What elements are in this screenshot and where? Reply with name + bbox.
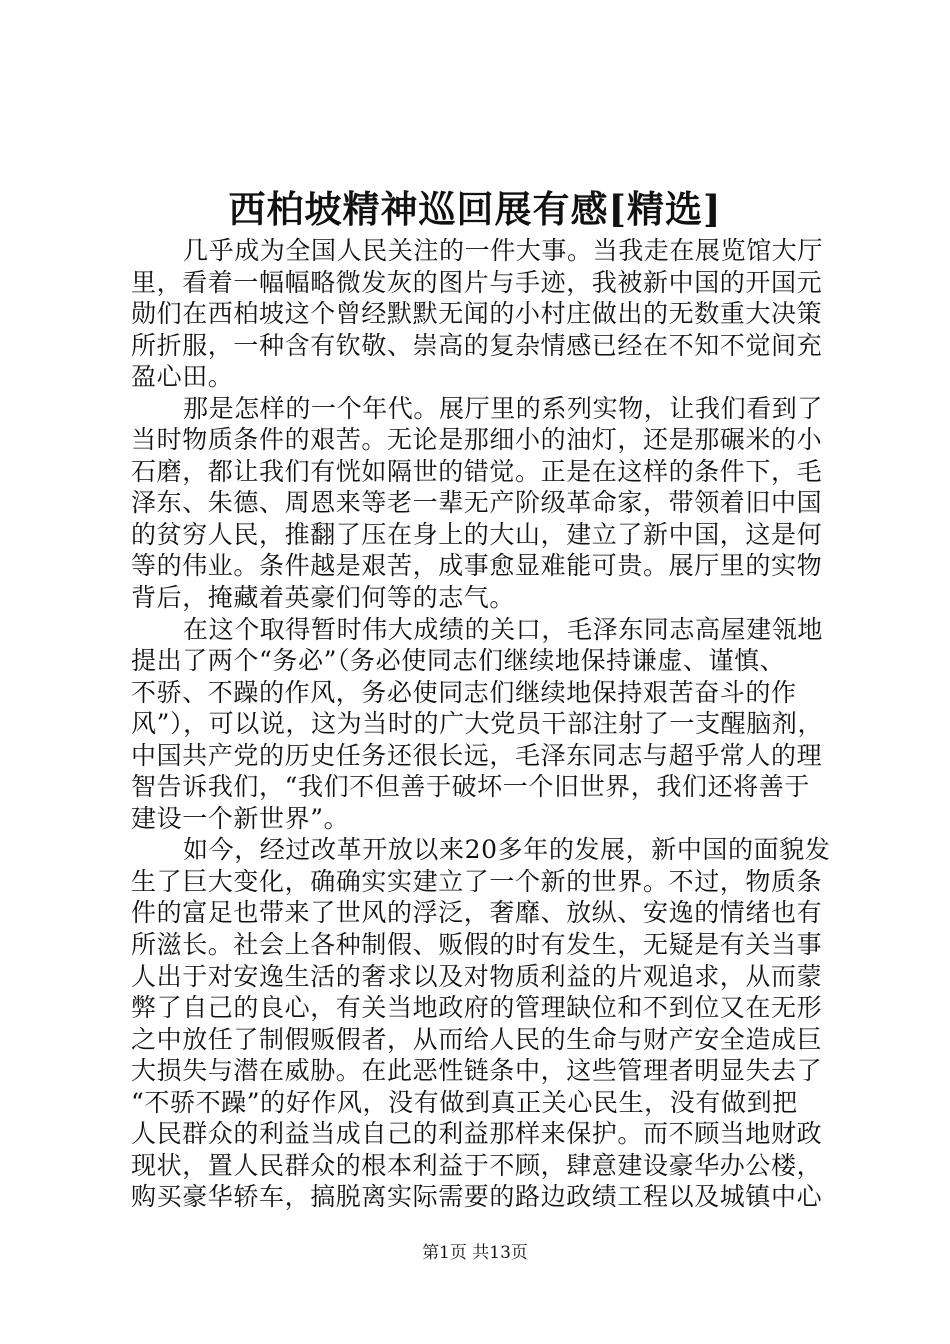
text-line: 生了巨大变化，确确实实建立了一个新的世界。不过，物质条 xyxy=(131,866,823,896)
text-line: 背后，掩藏着英豪们何等的志气。 xyxy=(131,583,516,613)
page-title: 西柏坡精神巡回展有感[精选] xyxy=(228,187,722,231)
text-line: 之中放任了制假贩假者，从而给人民的生命与财产安全造成巨 xyxy=(131,1024,823,1054)
text-line: 人民群众的利益当成自己的利益那样来保护。而不顾当地财政 xyxy=(131,1119,823,1149)
text-line: 几乎成为全国人民关注的一件大事。当我走在展览馆大厅 xyxy=(183,236,824,265)
text-line: 中国共产党的历史任务还很长远，毛泽东同志与超乎常人的理 xyxy=(131,740,823,770)
text-line: 购买豪华轿车，搞脱离实际需要的路边政绩工程以及城镇中心 xyxy=(131,1182,823,1212)
text-line: 泽东、朱德、周恩来等老一辈无产阶级革命家，带领着旧中国 xyxy=(131,488,823,518)
text-line: 所折服，一种含有钦敬、崇高的复杂情感已经在不知不觉间充 xyxy=(131,330,823,360)
text-line: 建设一个新世界”。 xyxy=(131,803,350,833)
text-line: 风”），可以说，这为当时的广大党员干部注射了一支醒脑剂， xyxy=(131,709,824,739)
text-line: 件的富足也带来了世风的浮泛，奢靡、放纵、安逸的情绪也有 xyxy=(131,898,823,928)
text-line: 智告诉我们，“我们不但善于破坏一个旧世界，我们还将善于 xyxy=(131,772,810,802)
article-body xyxy=(131,235,841,1213)
text-line: 当时物质条件的艰苦。无论是那细小的油灯，还是那碾米的小 xyxy=(131,425,823,455)
text-line: 在这个取得暂时伟大成绩的关口，毛泽东同志高屋建瓴地 xyxy=(183,614,824,644)
text-line: 的贫穷人民，推翻了压在身上的大山，建立了新中国，这是何 xyxy=(131,519,823,549)
text-line: 不骄、不躁的作风，务必使同志们继续地保持艰苦奋斗的作 xyxy=(131,677,797,707)
text-line: 弊了自己的良心，有关当地政府的管理缺位和不到位又在无形 xyxy=(131,993,823,1023)
text-line: 大损失与潜在威胁。在此恶性链条中，这些管理者明显失去了 xyxy=(131,1056,823,1086)
page-number: 第1页 共13页 xyxy=(422,1243,528,1263)
text-line: 盈心田。 xyxy=(131,362,234,392)
text-line: 勋们在西柏坡这个曾经默默无闻的小村庄做出的无数重大决策 xyxy=(131,299,823,329)
text-line: 石磨，都让我们有恍如隔世的错觉。正是在这样的条件下，毛 xyxy=(131,456,823,486)
text-line: 等的伟业。条件越是艰苦，成事愈显难能可贵。展厅里的实物 xyxy=(131,551,823,581)
text-line: 现状，置人民群众的根本利益于不顾，肆意建设豪华办公楼， xyxy=(131,1150,823,1180)
text-line: “不骄不躁”的好作风，没有做到真正关心民生，没有做到把 xyxy=(131,1087,798,1117)
text-line: 那是怎样的一个年代。展厅里的系列实物，让我们看到了 xyxy=(183,393,824,423)
text-line: 提出了两个“务必”（务必使同志们继续地保持谦虚、谨慎、 xyxy=(131,646,786,676)
text-line: 所滋长。社会上各种制假、贩假的时有发生，无疑是有关当事 xyxy=(131,930,823,960)
text-line: 如今，经过改革开放以来20多年的发展，新中国的面貌发 xyxy=(183,835,831,865)
text-line: 里，看着一幅幅略微发灰的图片与手迹，我被新中国的开国元 xyxy=(131,267,823,297)
text-line: 人出于对安逸生活的奢求以及对物质利益的片观追求，从而蒙 xyxy=(131,961,823,991)
